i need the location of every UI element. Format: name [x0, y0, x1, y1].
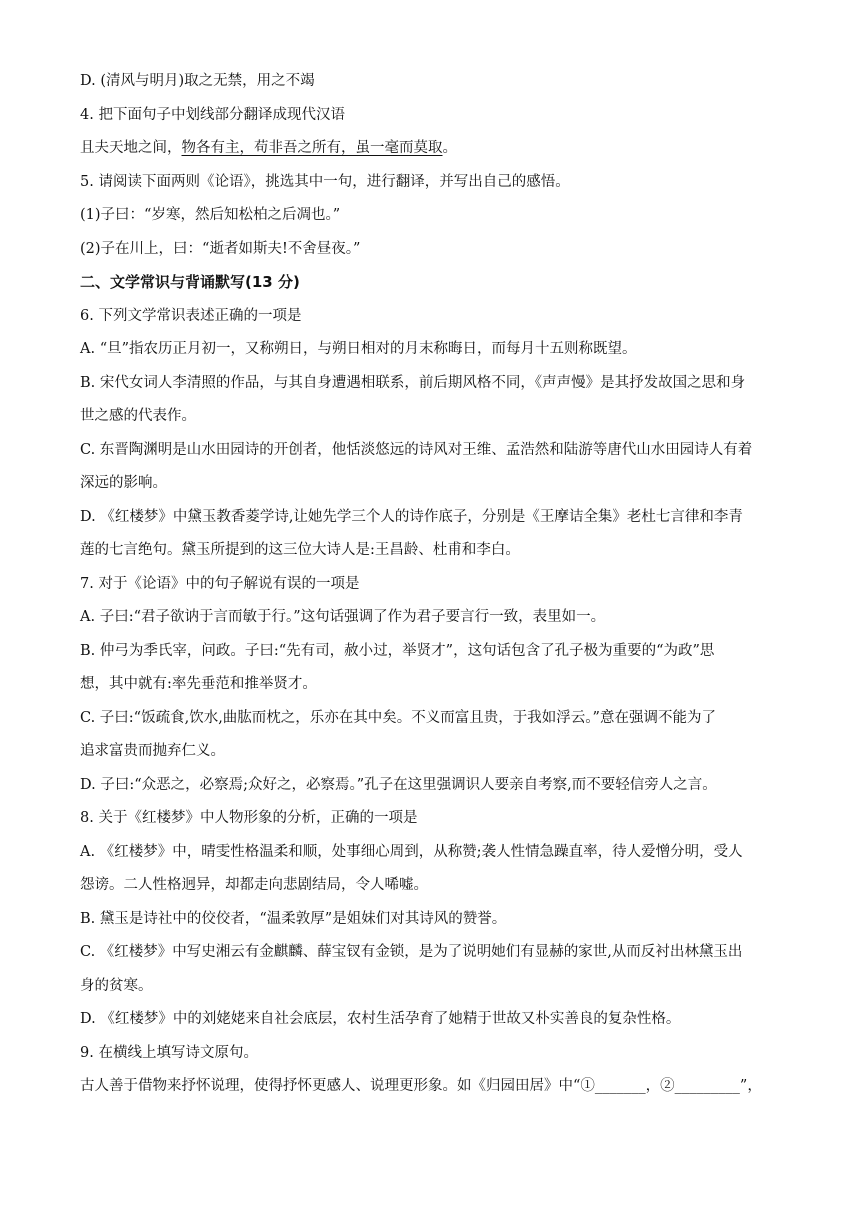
- q8-option-d: D. 《红楼梦》中的刘姥姥来自社会底层，农村生活孕育了她精于世故又朴实善良的复杂性格。: [80, 1011, 681, 1027]
- q6-option-b-cont: 世之感的代表作。: [80, 408, 196, 424]
- q6-option-c: C. 东晋陶渊明是山水田园诗的开创者，他恬淡悠远的诗风对王维、孟浩然和陆游等唐代山水田园诗人有着: [80, 441, 753, 458]
- q7-option-c: C. 子曰:“饭疏食,饮水,曲肱而枕之，乐亦在其中矣。不义而富且贵，于我如浮云。”意在强调不能为了: [80, 709, 716, 726]
- q7-option-a: A. 子曰:“君子欲讷于言而敏于行。”这句话强调了作为君子要言行一致，表里如一。: [80, 609, 606, 625]
- sentence-prefix: 且夫天地之间，: [80, 140, 182, 156]
- q6-option-d: D. 《红楼梦》中黛玉教香菱学诗,让她先学三个人的诗作底子，分别是《王摩诘全集》老杜七言律和李青: [80, 508, 743, 525]
- question-5: 5. 请阅读下面两则《论语》，挑选其中一句，进行翻译，并写出自己的感悟。: [80, 173, 570, 190]
- q7-option-b: B. 仲弓为季氏宰，问政。子曰:“先有司，赦小过，举贤才”，这句话包含了孔子极为重要的“为政”思: [80, 642, 715, 659]
- q8-option-a-cont: 怨谤。二人性格迥异，却都走向悲剧结局，令人唏嘘。: [80, 877, 428, 893]
- option-d-q3: D. (清风与明月)取之无禁，用之不竭: [80, 73, 315, 89]
- q8-option-a: A. 《红楼梦》中，晴雯性格温柔和顺，处事细心周到，从称赞;袭人性情急躁直率，待人爱憎分明，受人: [80, 843, 743, 860]
- q6-option-b: B. 宋代女词人李清照的作品，与其自身遭遇相联系，前后期风格不同，《声声慢》是其抒发故国之思和身: [80, 374, 746, 391]
- question-4: 4. 把下面句子中划线部分翻译成现代汉语: [80, 106, 345, 123]
- sentence-suffix: 。: [442, 140, 457, 156]
- q6-option-a: A. “旦”指农历正月初一，又称朔日，与朔日相对的月末称晦日，而每月十五则称既望。: [80, 341, 637, 357]
- q8-option-c: C. 《红楼梦》中写史湘云有金麒麟、薛宝钗有金锁，是为了说明她们有显赫的家世,从而反衬出林黛玉出: [80, 944, 743, 960]
- q7-option-b-cont: 想，其中就有:率先垂范和推举贤才。: [80, 676, 317, 692]
- question-9-text: 古人善于借物来抒怀说理，使得抒怀更感人、说理更形象。如《归园田居》中“①_______，②_________”，: [80, 1078, 762, 1094]
- question-9: 9. 在横线上填写诗文原句。: [80, 1044, 258, 1061]
- question-8: 8. 关于《红楼梦》中人物形象的分析，正确的一项是: [80, 810, 418, 826]
- question-5-item-2: (2)子在川上，曰：“逝者如斯夫!不舍昼夜。”: [80, 240, 361, 257]
- question-4-sentence: [80, 137, 785, 159]
- q6-option-d-cont: 莲的七言绝句。黛玉所提到的这三位大诗人是:王昌龄、杜甫和李白。: [80, 542, 520, 558]
- sentence-underlined: 物各有主，苟非吾之所有，虽一毫而莫取: [181, 140, 443, 156]
- section-heading-2: 二、文学常识与背诵默写(13 分): [80, 273, 300, 291]
- q7-option-d: D. 子曰:“众恶之，必察焉;众好之，必察焉。”孔子在这里强调识人要亲自考察,而不要轻信旁人之言。: [80, 776, 717, 793]
- question-5-item-1: (1)子曰：“岁寒，然后知松柏之后凋也。”: [80, 207, 341, 223]
- q8-option-c-cont: 身的贫寒。: [80, 977, 153, 994]
- question-7: 7. 对于《论语》中的句子解说有误的一项是: [80, 575, 360, 592]
- q8-option-b: B. 黛玉是诗社中的佼佼者，“温柔敦厚”是姐妹们对其诗风的赞誉。: [80, 910, 507, 927]
- q6-option-c-cont: 深远的影响。: [80, 475, 167, 491]
- q7-option-c-cont: 追求富贵而抛弃仁义。: [80, 743, 225, 759]
- question-6: 6. 下列文学常识表述正确的一项是: [80, 307, 302, 324]
- document-page: [80, 70, 785, 1109]
